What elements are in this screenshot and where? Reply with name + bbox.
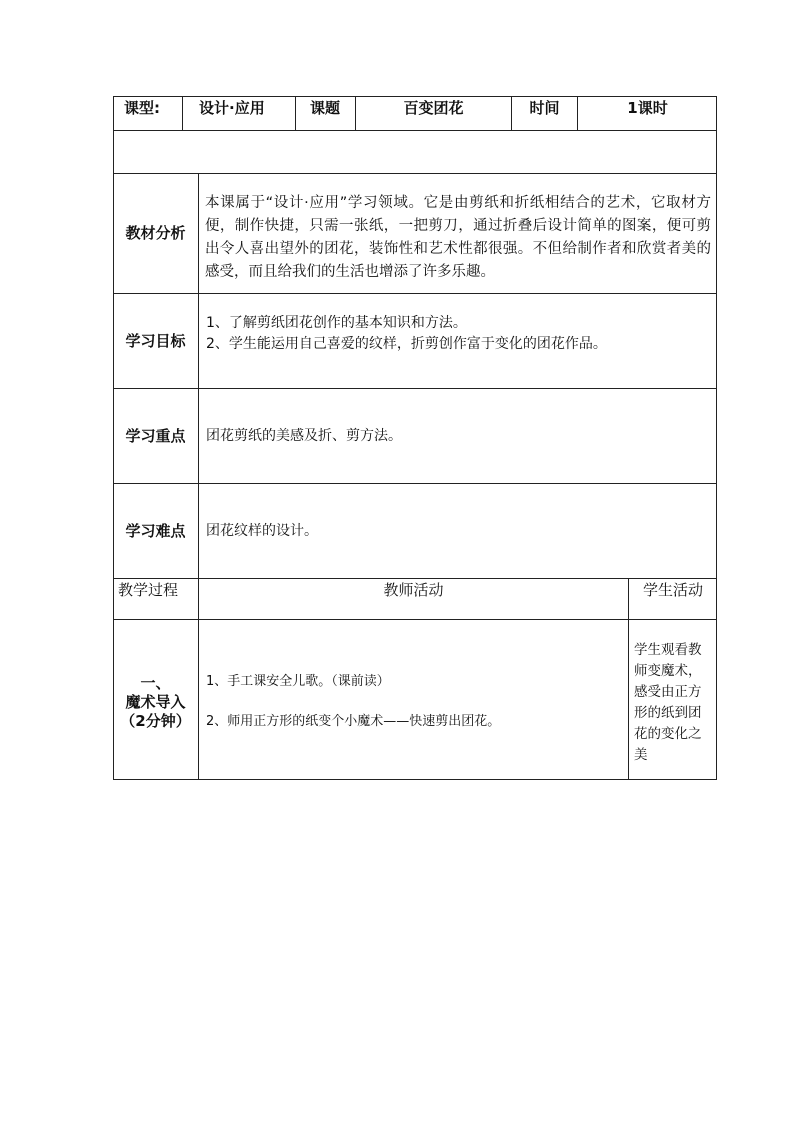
keypoint-label: 学习重点 — [125, 426, 186, 445]
teacher-activity-1: 1、手工课安全儿歌。（课前读） — [206, 674, 390, 689]
keypoint-text: 团花剪纸的美感及折、剪方法。 — [206, 428, 402, 444]
process-column-header: 教学过程 — [118, 581, 179, 599]
goals-label: 学习目标 — [125, 331, 186, 350]
difficulty-text: 团花纹样的设计。 — [206, 523, 318, 539]
teacher-activity-2: 2、师用正方形的纸变个小魔术——快速剪出团花。 — [206, 714, 501, 729]
time-value: 1课时 — [627, 99, 668, 117]
teacher-activity-header: 教师活动 — [383, 581, 444, 599]
topic-value: 百变团花 — [403, 99, 464, 117]
lesson-type-value: 设计·应用 — [199, 99, 265, 117]
stage-duration: （2分钟） — [120, 712, 191, 730]
difficulty-label: 学习难点 — [125, 521, 186, 540]
divider — [113, 130, 717, 131]
lesson-type-label: 课型: — [124, 99, 160, 117]
student-activity-header: 学生活动 — [642, 581, 703, 599]
divider — [113, 173, 717, 174]
student-activity-text: 学生观看教师变魔术，感受由正方形的纸到团花的变化之美 — [634, 642, 702, 763]
divider — [113, 388, 717, 389]
analysis-text: 本课属于“设计·应用”学习领域。它是由剪纸和折纸相结合的艺术，它取材方便，制作快捷，只需一张纸，一把剪刀，通过折叠后设计简单的图案，便可剪出令人喜出望外的团花，装饰性和艺术性都很强。不但给制作者和欣赏者美的感受，而且给我们的生活也增添了许多乐趣。 — [205, 195, 711, 280]
goals-line-1: 1、了解剪纸团花创作的基本知识和方法。 — [206, 315, 467, 331]
divider — [113, 619, 717, 620]
stage-title: 魔术导入 — [125, 693, 186, 711]
divider — [182, 96, 183, 131]
divider — [295, 96, 296, 131]
divider — [628, 578, 629, 780]
stage-number: 一、 — [140, 674, 171, 692]
analysis-label: 教材分析 — [125, 224, 186, 242]
topic-label: 课题 — [310, 99, 341, 117]
divider — [198, 173, 199, 780]
divider — [113, 483, 717, 484]
divider — [113, 293, 717, 294]
time-label: 时间 — [529, 99, 560, 117]
divider — [113, 578, 717, 579]
goals-line-2: 2、学生能运用自己喜爱的纹样，折剪创作富于变化的团花作品。 — [206, 336, 607, 352]
